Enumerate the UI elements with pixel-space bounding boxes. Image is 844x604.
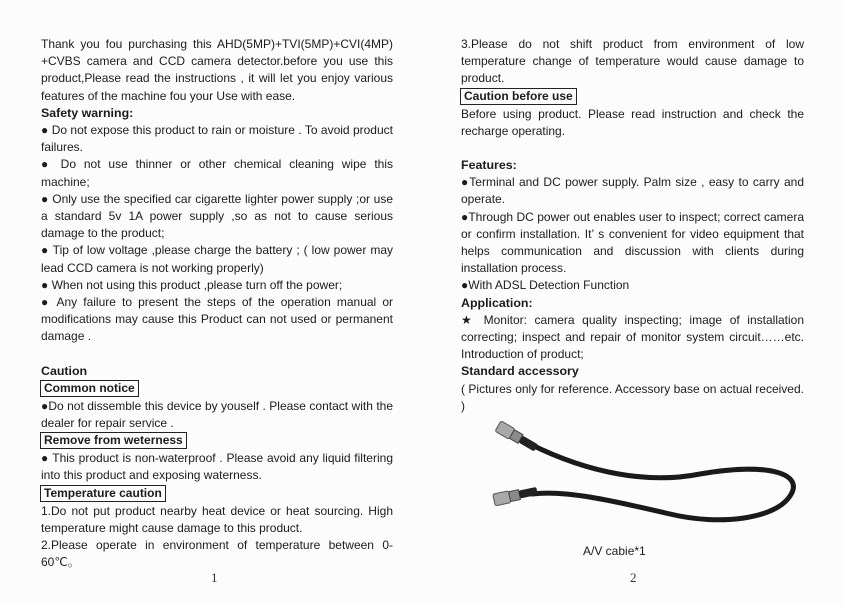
bnc-connector-top bbox=[495, 421, 539, 453]
caution-before-use-label: Caution before use bbox=[460, 88, 577, 105]
common-notice-text: ●Do not dissemble this device by youself . Please contact with the dealer for repair service . bbox=[41, 398, 393, 431]
application-text: ★ Monitor: camera quality inspecting; image of installation correcting; inspect and repair of monitor system circuit……etc. Introduction of product; bbox=[461, 312, 804, 362]
safety-item: ● Do not expose this product to rain or moisture . To avoid product failures. bbox=[41, 123, 393, 155]
waterness-text: ● This product is non-waterproof . Please avoid any liquid filtering into this product and exposing waterness. bbox=[41, 451, 393, 483]
feature-item: ●Terminal and DC power supply. Palm size , easy to carry and operate. bbox=[461, 175, 804, 207]
safety-item: ● Only use the specified car cigarette lighter power supply ;or use a standard 5v 1A power supply ,so as not to cause serious damage to the product; bbox=[41, 191, 393, 241]
common-notice-label: Common notice bbox=[40, 380, 139, 397]
temperature-caution-label: Temperature caution bbox=[40, 485, 166, 502]
right-page bbox=[461, 36, 804, 415]
cable-wire bbox=[530, 444, 793, 520]
intro-text: Thank you fou purchasing this AHD(5MP)+TVI(5MP)+CVI(4MP) +CVBS camera and CCD camera detector.before you use this product,Please read the instructions , it will let you enjoy various features of the machine fou your Use with ease. bbox=[41, 37, 393, 103]
safety-item: ● Tip of low voltage ,please charge the battery ; ( low power may lead CCD camera is not working properly) bbox=[41, 243, 393, 275]
safety-item: ● Do not use thinner or other chemical cleaning wipe this machine; bbox=[41, 157, 393, 189]
features-heading: Features: bbox=[461, 158, 517, 173]
feature-item: ●Through DC power out enables user to inspect; correct camera or confirm installation. It’ s convenient for video equipment that helps communication and discussion with clients during installation process. bbox=[461, 209, 804, 276]
waterness-label: Remove from weterness bbox=[40, 432, 187, 449]
temperature-item: 1.Do not put product nearby heat device or heat sourcing. High temperature might cause damage to this product. bbox=[41, 503, 393, 535]
application-heading: Application: bbox=[461, 295, 533, 310]
page-number: 1 bbox=[211, 570, 218, 585]
bnc-connector-bottom bbox=[493, 485, 539, 506]
left-page bbox=[41, 36, 393, 571]
standard-accessory-text: ( Pictures only for reference. Accessory base on actual received. ) bbox=[461, 381, 804, 413]
cable-caption: A/V cabie*1 bbox=[583, 544, 646, 558]
temperature-item: 3.Please do not shift product from environment of low temperature change of temperature would cause damage to product. bbox=[461, 37, 804, 86]
standard-accessory-heading: Standard accessory bbox=[461, 364, 579, 379]
safety-warning-heading: Safety warning: bbox=[41, 105, 134, 120]
safety-item: ● When not using this product ,please turn off the power; bbox=[41, 277, 343, 292]
feature-item: ●With ADSL Detection Function bbox=[461, 278, 630, 293]
av-cable-image bbox=[470, 414, 820, 554]
safety-item: ● Any failure to present the steps of the operation manual or modifications may cause this Product can not used or permanent damage . bbox=[41, 295, 393, 344]
caution-before-use-text: Before using product. Please read instruction and check the recharge operating. bbox=[461, 106, 804, 138]
temperature-item: 2.Please operate in environment of temperature between 0-60℃。 bbox=[41, 538, 393, 570]
caution-heading: Caution bbox=[41, 363, 88, 378]
page-number: 2 bbox=[630, 570, 637, 585]
